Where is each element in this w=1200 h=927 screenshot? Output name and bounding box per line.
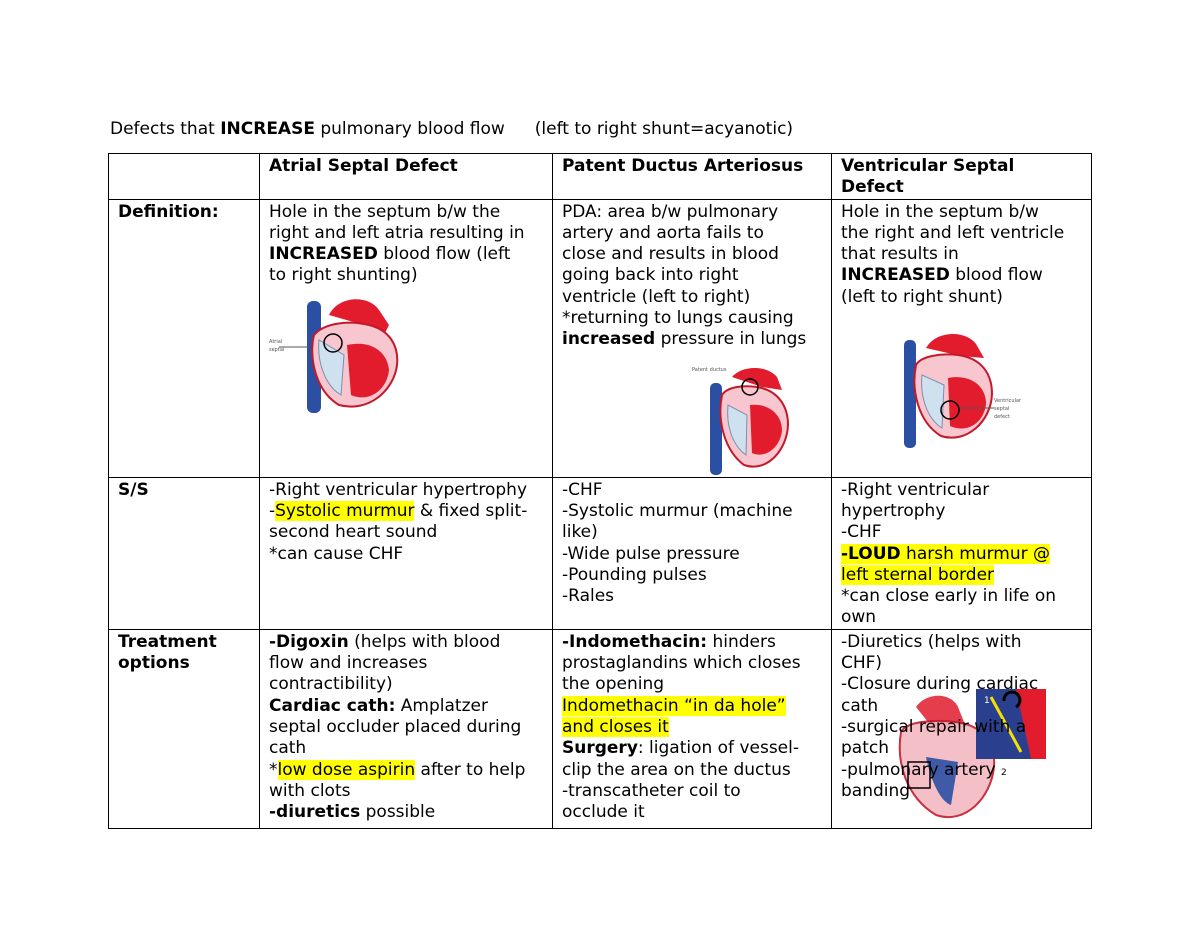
title-suffix: pulmonary blood flow bbox=[314, 119, 505, 139]
treatment-pda bbox=[553, 629, 832, 828]
treatment-asd bbox=[260, 629, 553, 828]
text-line: -CHF bbox=[841, 522, 882, 543]
text-run: (helps with blood bbox=[348, 631, 501, 652]
bold-text: INCREASED bbox=[841, 265, 950, 286]
header-row bbox=[109, 154, 1092, 200]
page-title bbox=[110, 118, 793, 140]
defects-table bbox=[108, 153, 1092, 829]
text-line: Treatment bbox=[118, 631, 217, 652]
definition-asd bbox=[260, 199, 553, 477]
definition-label: Definition: bbox=[109, 199, 260, 477]
bold-text: Cardiac cath: bbox=[269, 695, 396, 716]
text-line: -CHF bbox=[562, 479, 603, 500]
svg-text:septal: septal bbox=[269, 346, 285, 353]
text-line: the opening bbox=[562, 674, 665, 695]
text-line: *can cause CHF bbox=[269, 543, 404, 564]
text-line bbox=[562, 696, 823, 717]
text-line: -pulmonary artery bbox=[841, 759, 996, 780]
bold-text: Surgery bbox=[562, 738, 638, 759]
text-line: going back into right bbox=[562, 265, 739, 286]
text-line bbox=[562, 632, 823, 653]
text-line: (left to right shunt) bbox=[841, 286, 1003, 307]
svg-text:Atrial: Atrial bbox=[269, 338, 283, 345]
treatment-label bbox=[109, 629, 260, 828]
text-line: artery and aorta fails to bbox=[562, 222, 764, 243]
definition-vsd bbox=[832, 199, 1092, 477]
text-line: cath bbox=[841, 695, 879, 716]
title-prefix: Defects that bbox=[110, 119, 221, 139]
text-line bbox=[562, 717, 823, 738]
text-line: banding bbox=[841, 780, 911, 801]
bold-text: -Digoxin bbox=[269, 631, 349, 652]
svg-text:Ventricular: Ventricular bbox=[994, 398, 1022, 405]
text-line: hypertrophy bbox=[841, 500, 946, 521]
highlighted-text: low dose aspirin bbox=[277, 759, 416, 780]
text-line: cath bbox=[269, 738, 307, 759]
text-line bbox=[562, 738, 823, 759]
text-line: CHF) bbox=[841, 653, 883, 674]
text-line bbox=[269, 802, 544, 823]
text-run: hinders bbox=[707, 631, 776, 652]
text-line: PDA: area b/w pulmonary bbox=[562, 201, 779, 222]
highlighted-text: Systolic murmur bbox=[275, 500, 415, 521]
svg-text:septal: septal bbox=[994, 406, 1010, 413]
asd-heart-diagram bbox=[269, 295, 404, 415]
text-line bbox=[269, 501, 544, 522]
text-run: & fixed split- bbox=[414, 500, 528, 521]
text-line: Hole in the septum b/w bbox=[841, 201, 1039, 222]
text-line: *returning to lungs causing bbox=[562, 308, 794, 329]
ss-label: S/S bbox=[109, 477, 260, 629]
text-line: options bbox=[118, 653, 190, 674]
text-run: * bbox=[269, 759, 278, 780]
text-run: pressure in lungs bbox=[655, 329, 807, 350]
header-empty bbox=[109, 154, 260, 200]
ss-row bbox=[109, 477, 1092, 629]
text-line bbox=[269, 696, 544, 717]
bold-text: -Indomethacin: bbox=[562, 631, 708, 652]
text-run: Amplatzer bbox=[395, 695, 488, 716]
definition-pda bbox=[553, 199, 832, 477]
text-run: possible bbox=[360, 802, 436, 823]
treatment-row bbox=[109, 629, 1092, 828]
pda-heart-diagram bbox=[692, 365, 792, 477]
text-line: prostaglandins which closes bbox=[562, 653, 801, 674]
title-shunt: (left to right shunt=acyanotic) bbox=[534, 119, 794, 139]
text-line bbox=[269, 760, 544, 781]
text-line: -Rales bbox=[562, 586, 615, 607]
text-line bbox=[269, 244, 544, 265]
text-line bbox=[269, 632, 544, 653]
highlighted-text: Indomethacin “in da hole” bbox=[562, 695, 786, 716]
text-line: own bbox=[841, 607, 877, 628]
ss-asd bbox=[260, 477, 553, 629]
text-line: clip the area on the ductus bbox=[562, 759, 791, 780]
text-line: to right shunting) bbox=[269, 265, 418, 286]
text-run: - bbox=[269, 500, 276, 521]
svg-text:1: 1 bbox=[984, 695, 990, 706]
highlighted-text: harsh murmur @ bbox=[900, 543, 1051, 564]
ss-pda bbox=[553, 477, 832, 629]
text-line: that results in bbox=[841, 244, 959, 265]
highlighted-text: and closes it bbox=[562, 716, 669, 737]
highlighted-text: left sternal border bbox=[841, 564, 995, 585]
text-line: close and results in blood bbox=[562, 244, 779, 265]
definition-row bbox=[109, 199, 1092, 477]
text-run: blood flow (left bbox=[377, 244, 511, 265]
text-line bbox=[841, 544, 1083, 565]
text-run: : ligation of vessel- bbox=[637, 738, 799, 759]
text-run: blood flow bbox=[949, 265, 1043, 286]
text-line: Hole in the septum b/w the bbox=[269, 201, 501, 222]
bold-text: increased bbox=[562, 329, 656, 350]
text-line: right and left atria resulting in bbox=[269, 222, 525, 243]
text-line: like) bbox=[562, 522, 598, 543]
text-line: flow and increases bbox=[269, 653, 428, 674]
text-run: after to help bbox=[415, 759, 526, 780]
text-line: septal occluder placed during bbox=[269, 716, 522, 737]
bold-text: -diuretics bbox=[269, 802, 361, 823]
text-line bbox=[841, 265, 1083, 286]
title-emphasis: INCREASE bbox=[220, 119, 315, 139]
text-line: -Closure during cardiac bbox=[841, 674, 1039, 695]
ss-vsd bbox=[832, 477, 1092, 629]
header-vsd: Ventricular Septal Defect bbox=[832, 154, 1092, 200]
bold-text: INCREASED bbox=[269, 244, 378, 265]
text-line: -Pounding pulses bbox=[562, 564, 707, 585]
text-line: the right and left ventricle bbox=[841, 222, 1065, 243]
text-line: -Systolic murmur (machine bbox=[562, 500, 793, 521]
vsd-heart-diagram bbox=[886, 330, 1036, 450]
text-line: contractibility) bbox=[269, 674, 393, 695]
text-line: -Right ventricular bbox=[841, 479, 990, 500]
text-line: second heart sound bbox=[269, 522, 438, 543]
header-pda: Patent Ductus Arteriosus bbox=[553, 154, 832, 200]
text-line: -surgical repair with a bbox=[841, 716, 1027, 737]
bold-highlighted-text: -LOUD bbox=[841, 543, 901, 564]
text-line bbox=[562, 329, 823, 350]
text-line: with clots bbox=[269, 780, 351, 801]
treatment-vsd bbox=[832, 629, 1092, 828]
text-line: -Right ventricular hypertrophy bbox=[269, 479, 528, 500]
svg-text:defect: defect bbox=[994, 414, 1010, 421]
text-line: -Wide pulse pressure bbox=[562, 543, 740, 564]
svg-text:2: 2 bbox=[1001, 767, 1007, 778]
text-line bbox=[841, 565, 1083, 586]
text-line: ventricle (left to right) bbox=[562, 286, 751, 307]
text-line: -Diuretics (helps with bbox=[841, 631, 1022, 652]
text-line: -transcatheter coil to bbox=[562, 780, 741, 801]
text-line: *can close early in life on bbox=[841, 586, 1057, 607]
text-line: patch bbox=[841, 738, 889, 759]
svg-text:Patent ductus: Patent ductus bbox=[692, 366, 727, 373]
text-line: occlude it bbox=[562, 802, 645, 823]
header-asd: Atrial Septal Defect bbox=[260, 154, 553, 200]
treatment-vsd-wrap bbox=[841, 632, 1083, 828]
